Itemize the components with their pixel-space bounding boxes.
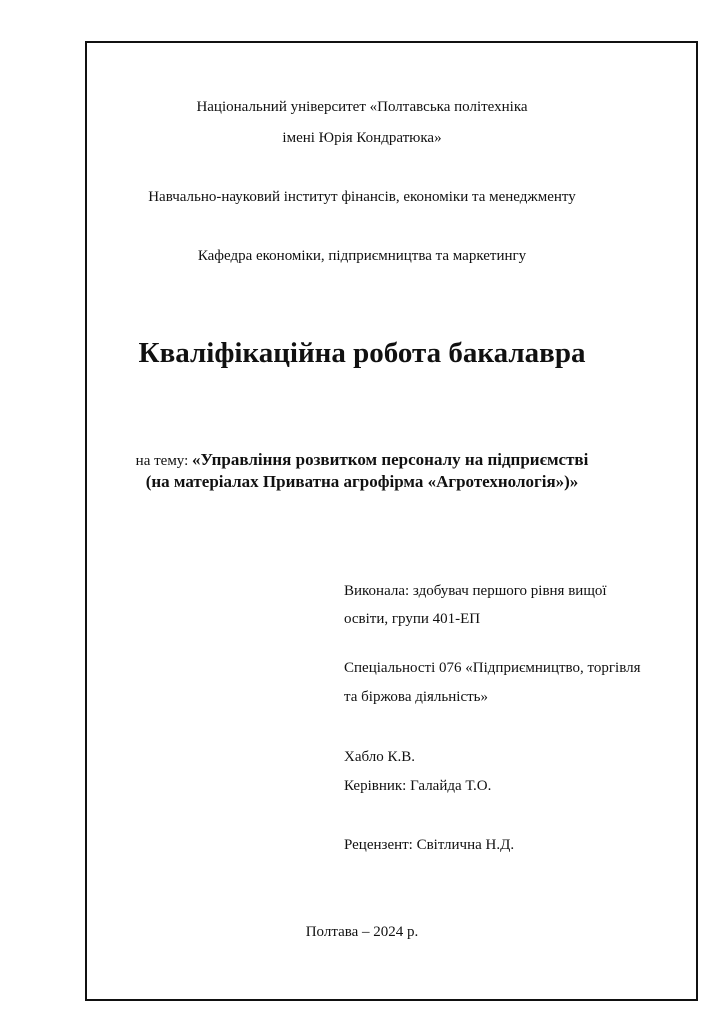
institute-name: Навчально-науковий інститут фінансів, економіки та менеджменту [148, 189, 576, 205]
document-title: Кваліфікаційна робота бакалавра [138, 337, 586, 369]
university-line-2: імені Юрія Кондратюка» [282, 130, 442, 146]
university-line-1: Національний університет «Полтавська політехніка [196, 99, 528, 115]
topic-prefix: на тему: [135, 453, 193, 469]
author-name: Хабло К.В. [344, 749, 415, 765]
topic-title-line-1: «Управління розвитком персоналу на підприємстві [192, 450, 589, 469]
page-border [85, 41, 698, 1001]
performed-by-line-1: Виконала: здобувач першого рівня вищої [344, 583, 607, 599]
city-year: Полтава – 2024 р. [305, 924, 419, 940]
performed-by-line-2: освіти, групи 401-ЕП [344, 611, 481, 627]
department-name: Кафедра економіки, підприємництва та маркетингу [197, 248, 527, 264]
topic-title-line-2: (на матеріалах Приватна агрофірма «Агротехнологія»)» [145, 472, 579, 491]
specialty-line-1: Спеціальності 076 «Підприємництво, торгівля [344, 660, 641, 676]
topic-line-1 [0, 451, 724, 470]
specialty-line-2: та біржова діяльність» [344, 689, 489, 705]
supervisor: Керівник: Галайда Т.О. [344, 778, 492, 794]
reviewer: Рецензент: Світлична Н.Д. [344, 837, 515, 853]
